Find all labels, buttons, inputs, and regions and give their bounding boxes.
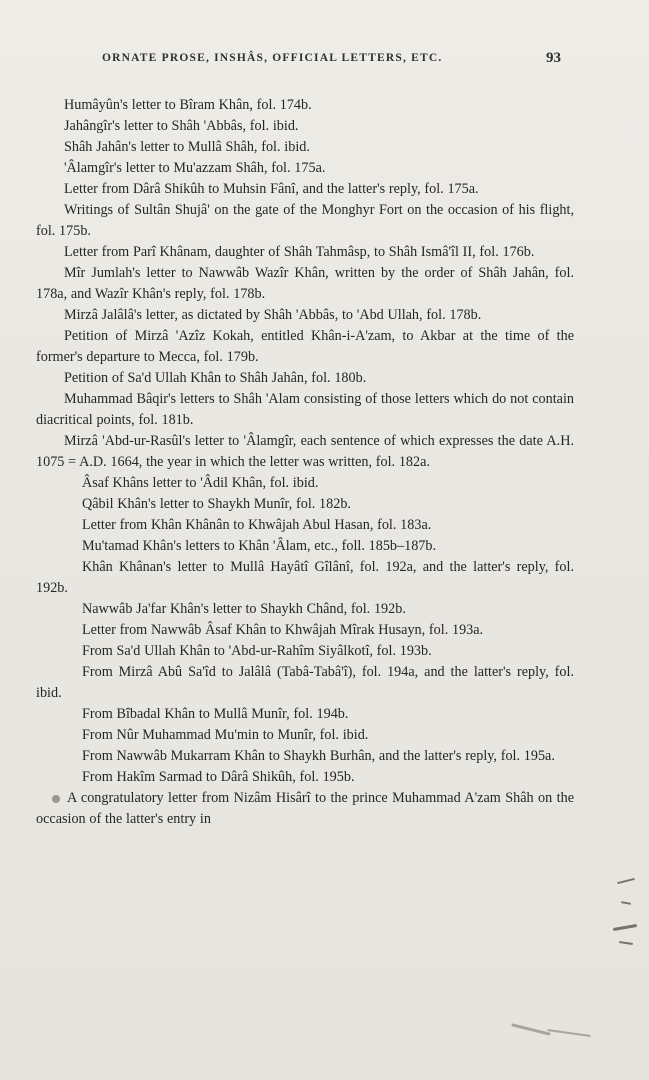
bullet-mark xyxy=(52,795,60,803)
running-head: ORNATE PROSE, INSHÂS, OFFICIAL LETTERS, ETC. xyxy=(102,52,443,64)
entry-mirza-aziz-petition: Petition of Mirzâ 'Azîz Kokah, entitled Khân-i-A'zam, to Akbar at the time of the former's departure to Mecca, fol. 179b. xyxy=(36,328,574,365)
entry-jafar-khan-letter: Nawwâb Ja'far Khân's letter to Shaykh Chând, fol. 192b. xyxy=(82,601,406,617)
entry-abu-said-letter: From Mirzâ Abû Sa'îd to Jalâlâ (Tabâ-Tabâ'î), fol. 194a, and the latter's reply, fol. ibid. xyxy=(36,664,574,701)
ink-smudge xyxy=(511,1018,597,1044)
entry-khan-khanan-hayati-letter: Khân Khânan's letter to Mullâ Hayâtî Gîlânî, fol. 192a, and the latter's reply, fol. 192b. xyxy=(36,559,574,596)
entry-qabil-khan-letter: Qâbil Khân's letter to Shaykh Munîr, fol. 182b. xyxy=(82,496,351,512)
margin-marks xyxy=(609,880,641,960)
entry-humayun-letter: Humâyûn's letter to Bîram Khân, fol. 174b. xyxy=(64,97,312,113)
margin-mark xyxy=(621,901,631,905)
entry-sad-ullah-siyalkoti: From Sa'd Ullah Khân to 'Abd-ur-Rahîm Siyâlkotî, fol. 193b. xyxy=(82,643,432,659)
entry-congratulatory-text: A congratulatory letter from Nizâm Hisârî to the prince Muhammad A'zam Shâh on the occasion of the latter's entry in xyxy=(36,790,574,827)
entry-pari-khanam-letter: Letter from Parî Khânam, daughter of Shâh Tahmâsp, to Shâh Ismâ'îl II, fol. 176b. xyxy=(64,244,535,260)
entry-congratulatory-letter xyxy=(36,788,574,830)
page-header xyxy=(0,52,649,74)
entry-sad-ullah-petition: Petition of Sa'd Ullah Khân to Shâh Jahân, fol. 180b. xyxy=(64,370,367,386)
entry-dara-shikuh-letter: Letter from Dârâ Shikûh to Muhsin Fânî, and the latter's reply, fol. 175a. xyxy=(64,181,479,197)
entry-mir-jumlah-letter: Mîr Jumlah's letter to Nawwâb Wazîr Khân, written by the order of Shâh Jahân, fol. 178a, and Wazîr Khân's reply, fol. 178b. xyxy=(36,265,574,302)
entry-asaf-khan-mirak-letter: Letter from Nawwâb Âsaf Khân to Khwâjah Mîrak Husayn, fol. 193a. xyxy=(82,622,484,638)
entry-hakim-sarmad-letter: From Hakîm Sarmad to Dârâ Shikûh, fol. 195b. xyxy=(82,769,355,785)
entry-list xyxy=(36,95,574,830)
entry-muhammad-baqir-letters: Muhammad Bâqir's letters to Shâh 'Alam consisting of those letters which do not contain diacritical points, fol. 181b. xyxy=(36,391,574,428)
margin-mark xyxy=(613,924,637,931)
entry-sultan-shuja-writings: Writings of Sultân Shujâ' on the gate of the Monghyr Fort on the occasion of his flight, fol. 175b. xyxy=(36,202,574,239)
margin-mark xyxy=(619,941,633,945)
entry-shah-jahan-letter: Shâh Jahân's letter to Mullâ Shâh, fol. ibid. xyxy=(64,139,310,155)
entry-mirza-jalala-letter: Mirzâ Jalâlâ's letter, as dictated by Shâh 'Abbâs, to 'Abd Ullah, fol. 178b. xyxy=(64,307,482,323)
entry-alamgir-letter: 'Âlamgîr's letter to Mu'azzam Shâh, fol. 175a. xyxy=(64,160,326,176)
entry-asaf-khan-letter: Âsaf Khâns letter to 'Âdil Khân, fol. ibid. xyxy=(82,475,319,491)
entry-khan-khanan-letter: Letter from Khân Khânân to Khwâjah Abul Hasan, fol. 183a. xyxy=(82,517,432,533)
entry-mutamad-khan-letters: Mu'tamad Khân's letters to Khân 'Âlam, etc., foll. 185b–187b. xyxy=(82,538,437,554)
entry-nur-muhammad-letter: From Nûr Muhammad Mu'min to Munîr, fol. ibid. xyxy=(82,727,369,743)
entry-abd-ur-rasul-letter: Mirzâ 'Abd-ur-Rasûl's letter to 'Âlamgîr, each sentence of which expresses the date A.H. 1075 = A.D. 1664, the year in which the letter was written, fol. 182a. xyxy=(36,433,574,470)
entry-jahangir-letter: Jahângîr's letter to Shâh 'Abbâs, fol. ibid. xyxy=(64,118,299,134)
margin-mark xyxy=(617,878,635,884)
entry-bibadal-khan-letter: From Bîbadal Khân to Mullâ Munîr, fol. 194b. xyxy=(82,706,349,722)
entry-mukarram-khan-letter: From Nawwâb Mukarram Khân to Shaykh Burhân, and the latter's reply, fol. 195a. xyxy=(82,748,555,764)
page-number: 93 xyxy=(546,50,561,66)
